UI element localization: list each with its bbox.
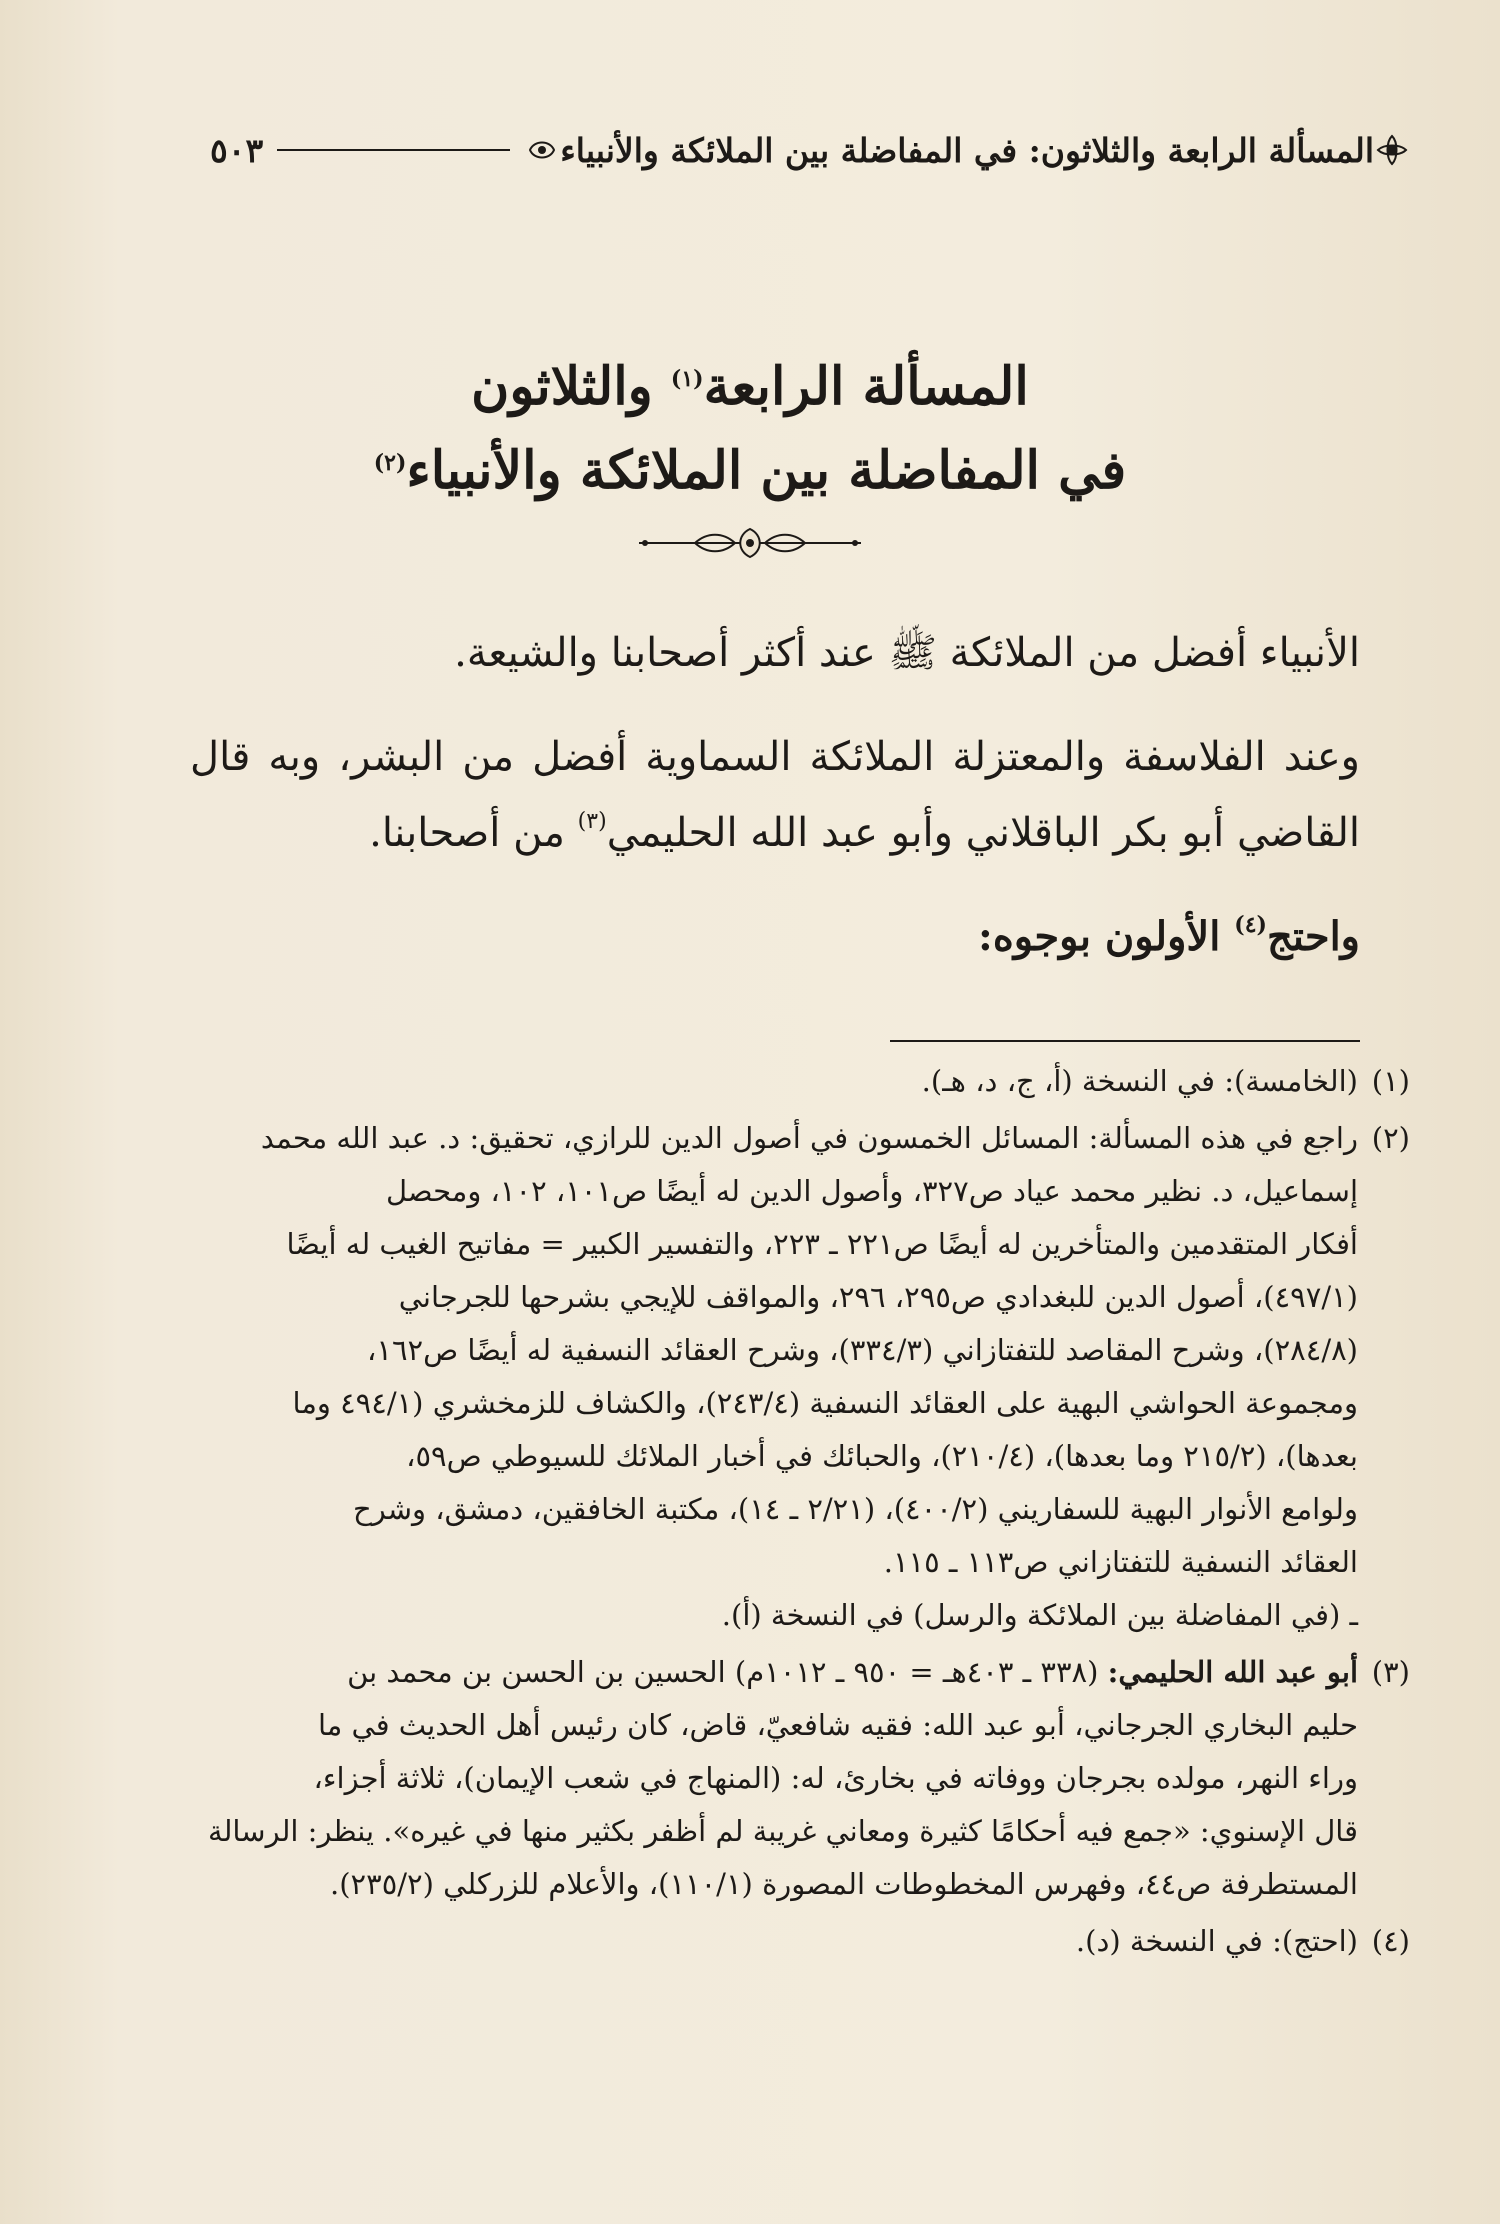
footnote-line: (٢٨٤/٨)، وشرح المقاصد للتفتازاني (٣٣٤/٣)، وشرح العقائد النسفية له أيضًا ص١٦٢،: [367, 1333, 1358, 1367]
chapter-title-line-2: في المفاضلة بين الملائكة والأنبياء$^{(٢)}$: [373, 440, 1127, 501]
header-rule: [277, 149, 510, 151]
main-text: [190, 615, 1360, 1003]
footnote-ref-4: (٤): [1234, 912, 1267, 938]
footnote-4: [180, 1915, 1410, 1968]
footnote-line: قال الإسنوي: «جمع فيه أحكامًا كثيرة ومعاني غريبة لم أظفر بكثير منها في غيره». ينظر: الرسالة: [208, 1814, 1358, 1848]
footnote-number: (٣): [1371, 1655, 1410, 1689]
footnote-line: حليم البخاري الجرجاني، أبو عبد الله: فقيه شافعيّ، قاض، كان رئيس أهل الحديث في ما: [317, 1708, 1358, 1742]
footnote-line: (٤٩٧/١)، أصول الدين للبغدادي ص٢٩٥، ٢٩٦، والمواقف للإيجي بشرحها للجرجاني: [398, 1280, 1358, 1314]
footnote-line: (احتج): في النسخة (د).: [1075, 1924, 1358, 1958]
footnote-number: (١): [1371, 1064, 1410, 1098]
footnote-separator: [890, 1040, 1360, 1042]
footnote-line: ـ (في المفاضلة بين الملائكة والرسل) في النسخة (أ).: [721, 1598, 1358, 1632]
biography-name: أبو عبد الله الحليمي:: [1107, 1655, 1358, 1689]
footnote-line: أبو عبد الله الحليمي: (٣٣٨ ـ ٤٠٣هـ = ٩٥٠ ـ ١٠١٢م) الحسين بن الحسن بن محمد بن: [347, 1655, 1358, 1689]
running-header-title: المسألة الرابعة والثلاثون: في المفاضلة بين الملائكة والأنبياء: [560, 130, 1374, 170]
footnote-line: وراء النهر، مولده بجرجان ووفاته في بخارئ، له: (المنهاج في شعب الإيمان)، ثلاثة أجزاء،: [313, 1761, 1358, 1795]
footnote-line: بعدها)، (٢١٥/٢ وما بعدها)، (٢١٠/٤)، والحبائك في أخبار الملائك للسيوطي ص٥٩،: [406, 1439, 1358, 1473]
footnote-ref-1: (١): [670, 366, 704, 392]
page-number: ٥٠٣: [210, 130, 264, 170]
footnote-line: إسماعيل، د. نظير محمد عياد ص٣٢٧، وأصول الدين له أيضًا ص١٠١، ١٠٢، ومحصل: [385, 1174, 1358, 1208]
footnotes: [180, 1055, 1410, 1972]
chapter-title-line-1: المسألة الرابعة$^{(١)}$ والثلاثون: [471, 356, 1029, 417]
chapter-title: [200, 345, 1300, 563]
header-ornament-icon: [1374, 132, 1410, 168]
footnote-ref-3: (٣): [577, 809, 607, 834]
running-header: [210, 120, 1410, 180]
footnote-line: ومجموعة الحواشي البهية على العقائد النسفية (٢٤٣/٤)، والكشاف للزمخشري (٤٩٤/١ وما: [292, 1386, 1358, 1420]
footnote-number: (٤): [1371, 1924, 1410, 1958]
footnote-line: (الخامسة): في النسخة (أ، ج، د، هـ).: [921, 1064, 1358, 1098]
paragraph-1: الأنبياء أفضل من الملائكة ﷺ عند أكثر أصحابنا والشيعة.: [454, 630, 1360, 676]
footnote-line: ولوامع الأنوار البهية للسفاريني (٤٠٠/٢)، (٢/٢١ ـ ١٤)، مكتبة الخافقين، دمشق، وشرح: [353, 1492, 1358, 1526]
footnote-line: راجع في هذه المسألة: المسائل الخمسون في أصول الدين للرازي، تحقيق: د. عبد الله محمد: [260, 1121, 1358, 1155]
paragraph-3: واحتج$^{(٤)}$ الأولون بوجوه:: [978, 912, 1360, 960]
paragraph-2: وعند الفلاسفة والمعتزلة الملائكة السماوية أفضل من البشر، وبه قال القاضي أبو بكر الباقلاني وأبو عبد الله الحليمي$^{(٣)}$ من أصحابنا.: [190, 734, 1360, 856]
header-flourish-icon: [524, 132, 560, 168]
footnote-2: [180, 1112, 1410, 1642]
footnote-ref-2: (٢): [373, 450, 407, 476]
footnote-1: [180, 1055, 1410, 1108]
footnote-3: [180, 1646, 1410, 1911]
footnote-number: (٢): [1371, 1121, 1410, 1155]
title-divider-ornament-icon: [635, 523, 865, 563]
footnote-line: العقائد النسفية للتفتازاني ص١١٣ ـ ١١٥.: [883, 1545, 1358, 1579]
footnote-line: أفكار المتقدمين والمتأخرين له أيضًا ص٢٢١ ـ ٢٢٣، والتفسير الكبير = مفاتيح الغيب له أيضًا: [286, 1227, 1358, 1261]
footnote-line: المستطرفة ص٤٤، وفهرس المخطوطات المصورة (١١٠/١)، والأعلام للزركلي (٢٣٥/٢).: [330, 1867, 1358, 1901]
